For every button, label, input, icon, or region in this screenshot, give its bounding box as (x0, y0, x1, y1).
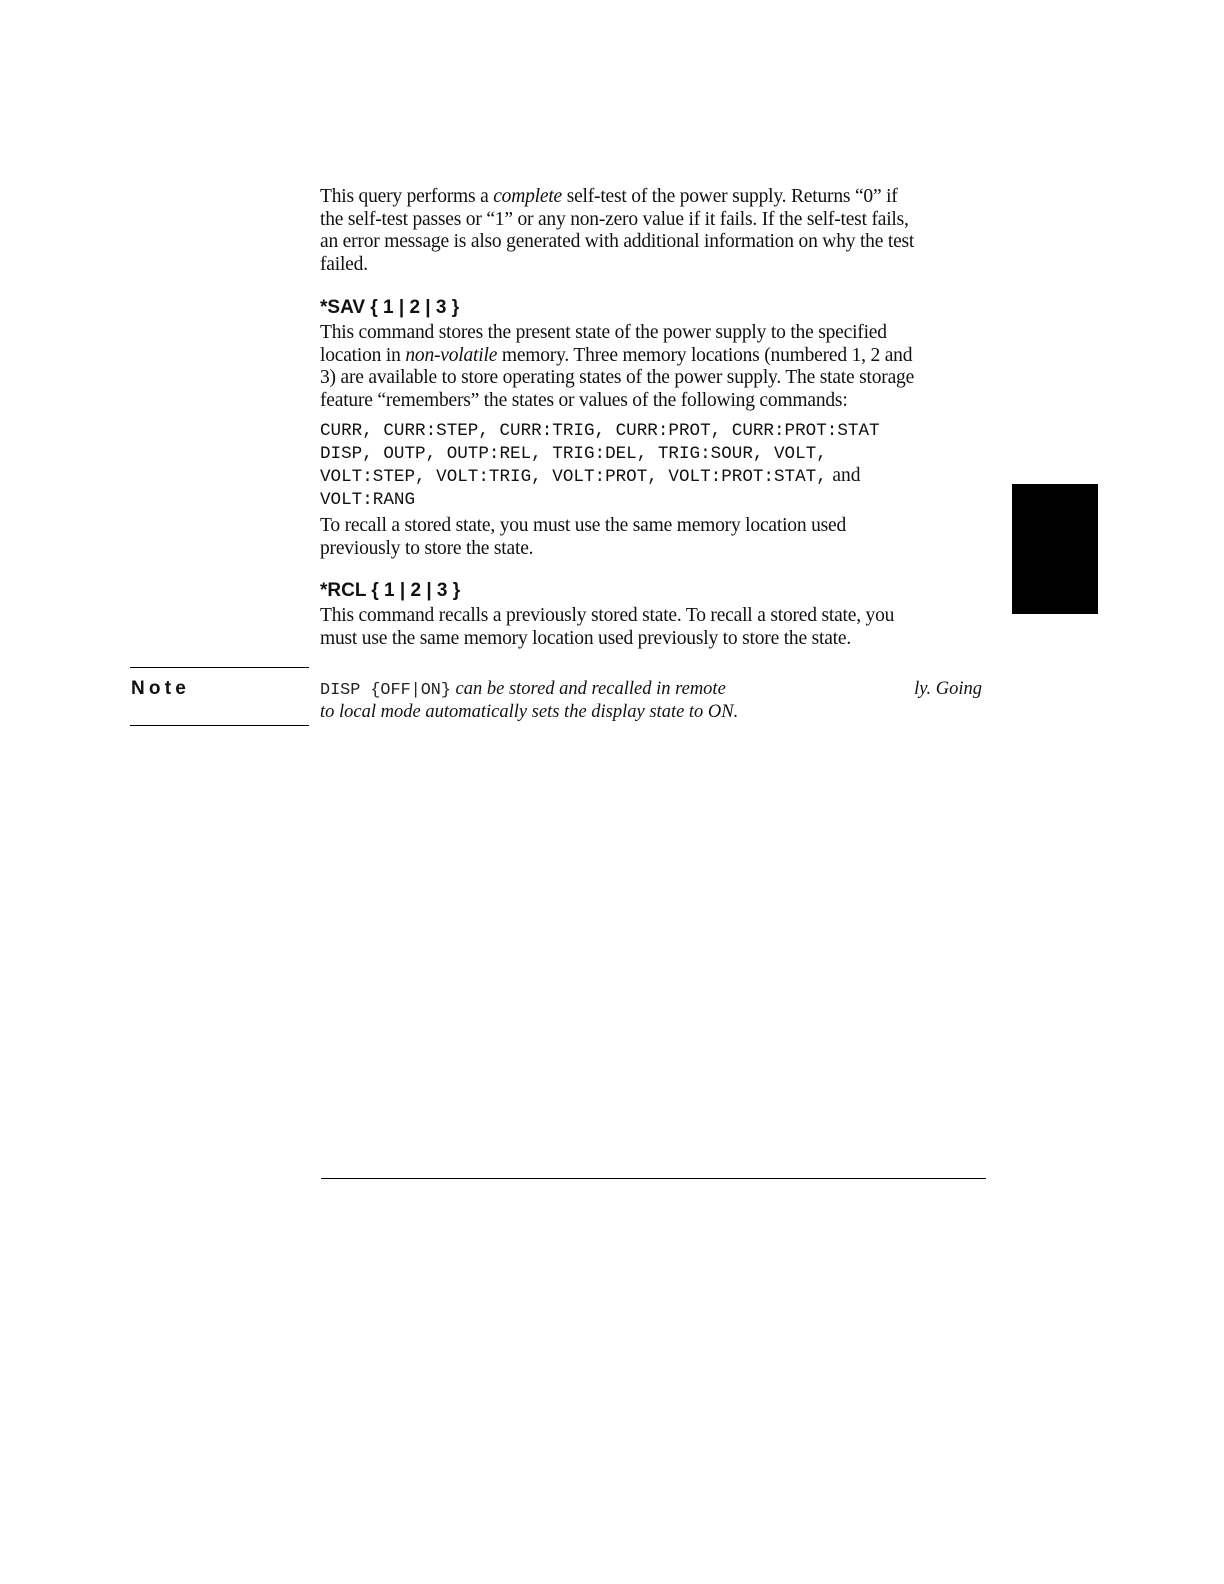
paragraph-line: This query performs a complete self-test of the power supply. Returns “0” if (320, 186, 898, 207)
note-line: to local mode automatically sets the display state to ON. (320, 702, 739, 722)
paragraph-line: feature “remembers” the states or values of the following commands: (320, 390, 848, 412)
note-bottom-rule (130, 725, 309, 726)
sav-command-heading: *SAV { 1 | 2 | 3 } (320, 297, 460, 318)
paragraph-line: must use the same memory location used previously to store the state. (320, 627, 852, 649)
footer-rule (321, 1178, 986, 1179)
code-line: DISP, OUTP, OUTP:REL, TRIG:DEL, TRIG:SOUR, VOLT, (320, 443, 827, 464)
paragraph-line: an error message is also generated with additional information on why the test (320, 231, 915, 253)
rcl-description (320, 605, 986, 650)
paragraph-line: 3) are available to store operating states of the power supply. The state storage (320, 367, 915, 389)
paragraph-line: To recall a stored state, you must use the same memory location used (320, 515, 847, 536)
note-line-tail: ly. Going (914, 679, 982, 699)
self-test-paragraph (320, 186, 986, 277)
paragraph-line: the self-test passes or “1” or any non-zero value if it fails. If the self-test fails, (320, 208, 909, 230)
code-line: VOLT:STEP, VOLT:TRIG, VOLT:PROT, VOLT:PROT:STAT, and (320, 465, 861, 488)
paragraph-line: This command stores the present state of the power supply to the specified (320, 322, 887, 343)
sav-description (320, 322, 986, 413)
code-line: CURR, CURR:STEP, CURR:TRIG, CURR:PROT, CURR:PROT:STAT (320, 421, 880, 441)
recall-instructions (320, 515, 986, 560)
saved-commands-list (320, 420, 986, 512)
paragraph-line: previously to store the state. (320, 537, 534, 559)
paragraph-line: location in non-volatile memory. Three memory locations (numbered 1, 2 and (320, 344, 913, 366)
note-top-rule (130, 667, 309, 668)
note-text (320, 678, 982, 724)
note-code: DISP {OFF|ON} (320, 681, 451, 700)
chapter-tab-marker (1012, 484, 1098, 614)
code-line: VOLT:RANG (320, 490, 416, 511)
emphasis-non-volatile: non-volatile (405, 344, 498, 366)
emphasis-complete: complete (493, 186, 563, 207)
note-label: Note (131, 678, 191, 699)
paragraph-line: failed. (320, 254, 368, 276)
paragraph-line: This command recalls a previously stored state. To recall a stored state, you (320, 605, 895, 626)
rcl-command-heading: *RCL { 1 | 2 | 3 } (320, 580, 461, 601)
note-line: DISP {OFF|ON} can be stored and recalled in remote ly. Going (320, 679, 982, 700)
